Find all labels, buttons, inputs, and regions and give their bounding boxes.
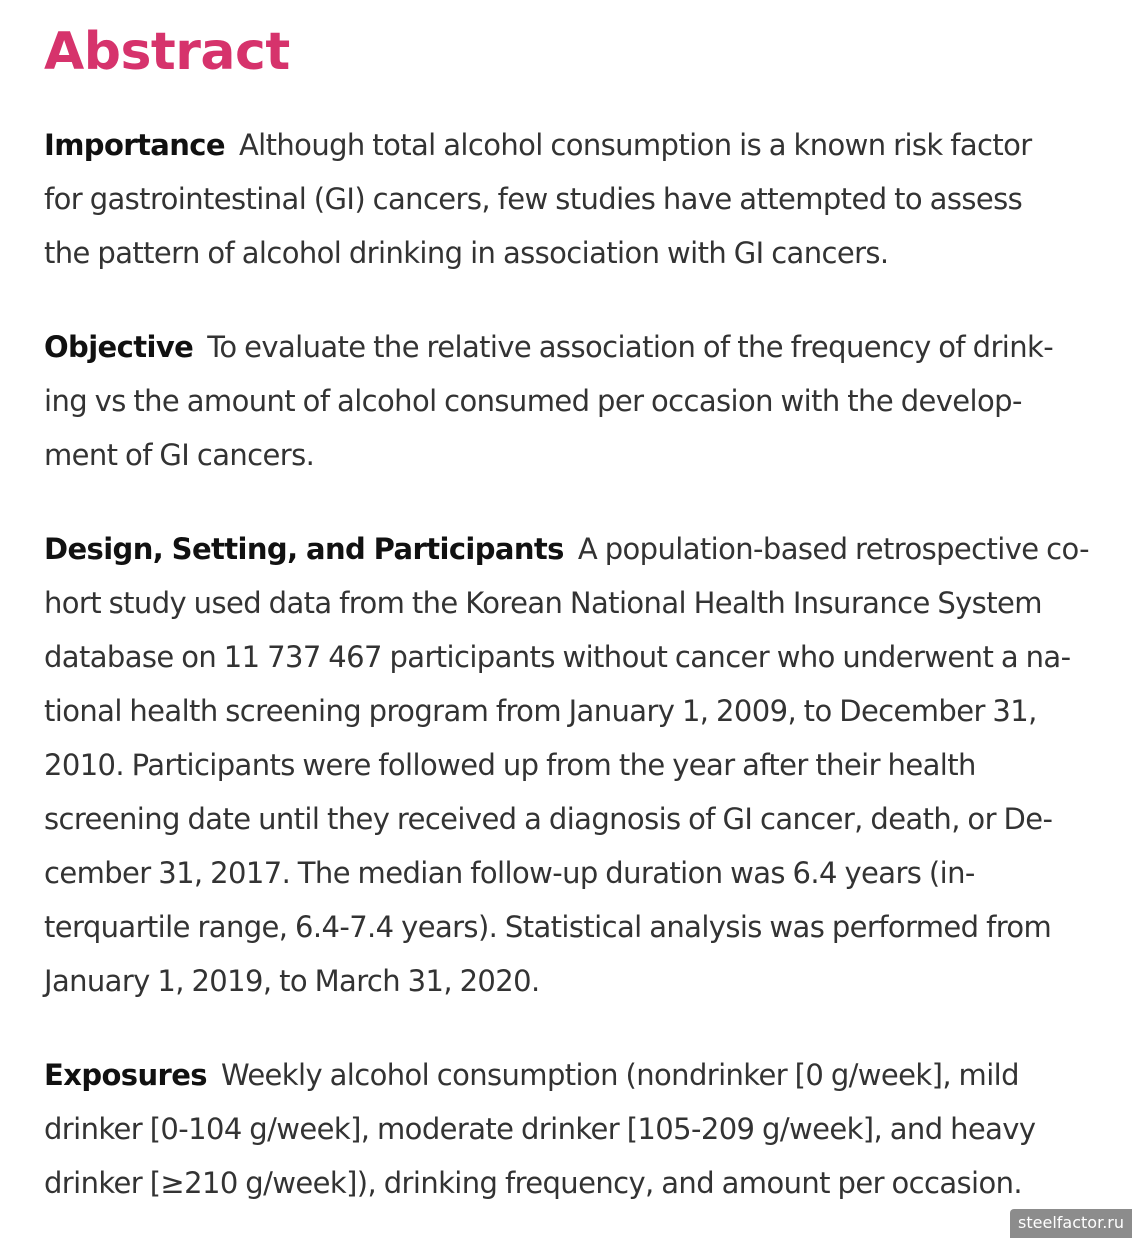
section-text: Weekly alcohol consumption (nondrinker [0 g/week], mild [220,1058,1019,1092]
section-line: terquartile range, 6.4-7.4 years). Statistical analysis was performed from [44,910,1052,944]
section-line [44,320,1094,374]
section-label-importance: Importance [44,128,225,162]
watermark: steelfactor.ru [1010,1209,1132,1238]
section-label-objective: Objective [44,330,194,364]
section-exposures [44,1048,1094,1210]
section-label-design: Design, Setting, and Participants [44,532,564,566]
section-line: screening date until they received a diagnosis of GI cancer, death, or De- [44,802,1053,836]
section-text: A population-based retrospective co- [577,532,1090,566]
section-line: ing vs the amount of alcohol consumed per occasion with the develop- [44,384,1022,418]
section-line [44,1048,1094,1102]
section-line: January 1, 2019, to March 31, 2020. [44,964,540,998]
section-line: 2010. Participants were followed up from the year after their health [44,748,976,782]
section-line [44,118,1094,172]
section-importance [44,118,1094,280]
section-line: drinker [0-104 g/week], moderate drinker [105-209 g/week], and heavy [44,1112,1036,1146]
abstract-page [44,0,1094,1210]
section-line: the pattern of alcohol drinking in association with GI cancers. [44,236,889,270]
section-text: To evaluate the relative association of the frequency of drink- [207,330,1054,364]
section-line [44,522,1094,576]
section-line: database on 11 737 467 participants without cancer who underwent a na- [44,640,1071,674]
section-line: drinker [≥210 g/week]), drinking frequency, and amount per occasion. [44,1166,1023,1200]
abstract-title: Abstract [44,22,290,82]
section-line: for gastrointestinal (GI) cancers, few studies have attempted to assess [44,182,1023,216]
section-line: hort study used data from the Korean National Health Insurance System [44,586,1042,620]
section-line: ment of GI cancers. [44,438,315,472]
section-label-exposures: Exposures [44,1058,207,1092]
section-text: Although total alcohol consumption is a known risk factor [238,128,1032,162]
section-objective [44,320,1094,482]
section-line: cember 31, 2017. The median follow-up duration was 6.4 years (in- [44,856,975,890]
section-line: tional health screening program from January 1, 2009, to December 31, [44,694,1037,728]
section-design [44,522,1094,1008]
